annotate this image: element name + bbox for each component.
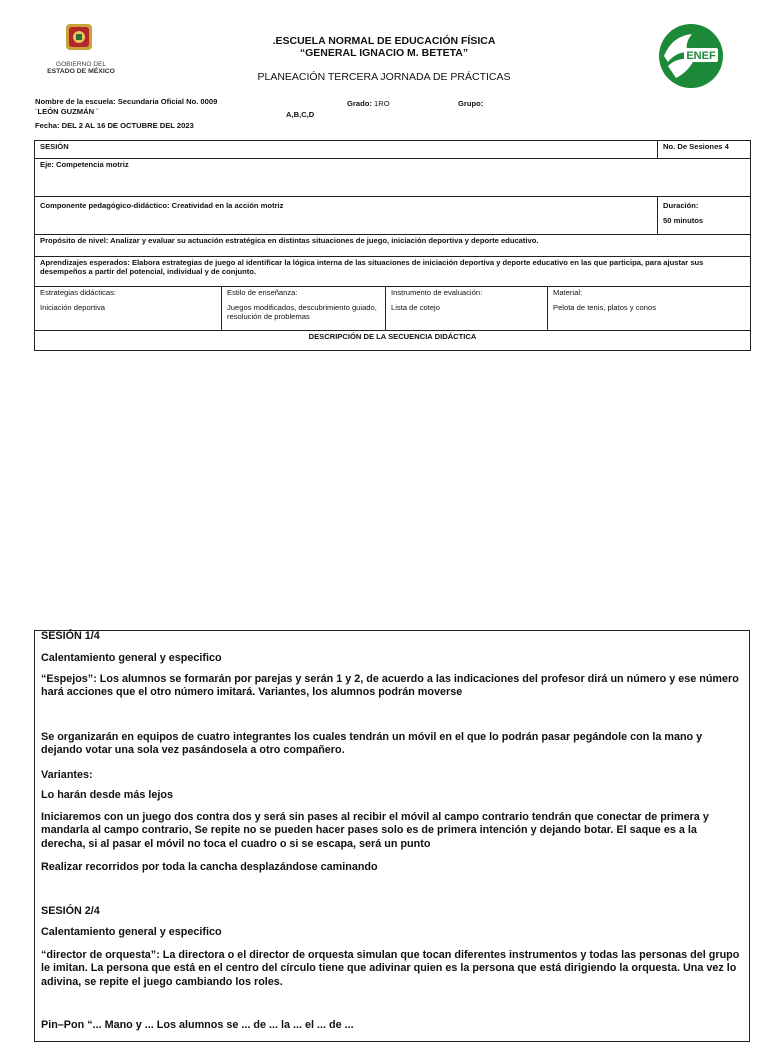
componente-cell: Componente pedagógico-didáctico: Creatividad en la acción motriz bbox=[35, 197, 658, 235]
estilo-cell bbox=[222, 287, 386, 331]
sesion-cell: SESIÓN bbox=[35, 141, 658, 159]
school-name-field: Nombre de la escuela: Secundaria Oficial No. 0009 bbox=[35, 97, 218, 106]
estrategias-header: Estrategias didácticas: bbox=[40, 288, 116, 297]
estilo-header: Estilo de enseñanza: bbox=[227, 288, 298, 297]
session2-warmup: Calentamiento general y especifico bbox=[41, 926, 222, 938]
table-row bbox=[35, 141, 751, 159]
sesiones-count: No. De Sesiones 4 bbox=[658, 141, 751, 159]
enef-logo-text: ENEF bbox=[686, 50, 716, 62]
sessions-box bbox=[34, 630, 750, 1042]
session1-recorridos: Realizar recorridos por toda la cancha desplazándose caminando bbox=[41, 861, 378, 873]
proposito-cell: Propósito de nivel: Analizar y evaluar su actuación estratégica en distintas situaciones de juego, iniciación deportiva y deporte educativo. bbox=[35, 235, 751, 257]
session2-title: SESIÓN 2/4 bbox=[41, 905, 100, 917]
session1-espejos: “Espejos”: Los alumnos se formarán por parejas y serán 1 y 2, de acuerdo a las indicaciones del profesor dirá un número y ese número hará acciones que el otro número imitará. Variantes, los alumnos podrán moverse bbox=[41, 673, 739, 699]
date-field: Fecha: DEL 2 AL 16 DE OCTUBRE DEL 2023 bbox=[35, 121, 194, 130]
school-title bbox=[0, 35, 768, 59]
session2-director: “director de orquesta”: La directora o el director de orquesta simulan que tocan diferentes instrumentos y todas las personas del grupo le imitan. La persona que está en el centro del círculo tiene que adivinar quien es la persona que está dirigiendo la orquesta. Una vez lo adivina, se repite el juego cambiando los roles. bbox=[41, 949, 740, 988]
aprendizajes-cell: Aprendizajes esperados: Elabora estrategias de juego al identificar la lógica interna de las situaciones de iniciación deportiva y deporte educativo en las que participa, para ajustar sus desempeños a partir del potencial, individual y de conjunto. bbox=[35, 257, 751, 287]
material-cell bbox=[548, 287, 751, 331]
grupo-label: Grupo: bbox=[458, 99, 484, 108]
logo-line1: GOBIERNO DEL bbox=[55, 61, 107, 68]
estrategias-value: Iniciación deportiva bbox=[40, 303, 106, 312]
school-name-line2: ¨LEÓN GUZMÁN ¨ bbox=[35, 107, 99, 116]
estrategias-cell bbox=[35, 287, 222, 331]
instrumento-cell bbox=[386, 287, 548, 331]
school-name: .ESCUELA NORMAL DE EDUCACIÓN FÍSICA bbox=[272, 35, 496, 47]
document-subtitle: PLANEACIÓN TERCERA JORNADA DE PRÁCTICAS bbox=[257, 71, 511, 83]
session1-warmup: Calentamiento general y especifico bbox=[41, 652, 222, 664]
grado-value: 1RO bbox=[374, 99, 390, 108]
table-row bbox=[35, 197, 751, 235]
estilo-value: Juegos modificados, descubrimiento guiado, resolución de problemas bbox=[227, 303, 377, 321]
instrumento-value: Lista de cotejo bbox=[391, 303, 440, 312]
instrumento-header: Instrumento de evaluación: bbox=[391, 288, 483, 297]
enef-logo bbox=[654, 22, 728, 90]
session2-partial: Pin–Pon “... Mano y ... Los alumnos se ... de ... la ... el ... de ... bbox=[41, 1019, 354, 1031]
eje-cell: Eje: Competencia motriz bbox=[35, 159, 751, 197]
descripcion-cell: DESCRIPCIÓN DE LA SECUENCIA DIDÁCTICA bbox=[35, 331, 751, 351]
table-row bbox=[35, 235, 751, 257]
table-row bbox=[35, 159, 751, 197]
session1-lejos: Lo harán desde más lejos bbox=[41, 789, 174, 801]
table-row bbox=[35, 287, 751, 331]
session1-juego: Iniciaremos con un juego dos contra dos y será sin pases al recibir el móvil al campo contrario tendrán que conectar de primera y mandarla al campo contrario, Se repite no se pueden hacer pases solo es de primera intención y dejando botar. El saque es a la derecha, si al pasar el móvil no toca el cuadro o si se escapa, será un punto bbox=[41, 811, 709, 850]
logo-line2: ESTADO DE MÉXICO bbox=[47, 68, 115, 75]
planning-table bbox=[34, 140, 751, 351]
table-row bbox=[35, 257, 751, 287]
grado-label: Grado: bbox=[347, 99, 372, 108]
table-row bbox=[35, 331, 751, 351]
duracion-label: Duración: bbox=[663, 201, 699, 210]
groups-value: A,B,C,D bbox=[286, 110, 315, 119]
session1-title: SESIÓN 1/4 bbox=[41, 630, 100, 642]
duracion-cell bbox=[658, 197, 751, 235]
session1-equipos: Se organizarán en equipos de cuatro integrantes los cuales tendrán un móvil en el que lo podrán pasar pegándole con la mano y dejando votar una sola vez pasándosela a otro compañero. bbox=[41, 731, 703, 757]
school-name-line2: “GENERAL IGNACIO M. BETETA” bbox=[299, 47, 469, 59]
material-value: Pelota de tenis, platos y conos bbox=[553, 303, 657, 312]
session1-variantes: Variantes: bbox=[41, 769, 93, 781]
duracion-value: 50 minutos bbox=[663, 216, 704, 225]
enef-lion-icon bbox=[654, 22, 728, 90]
material-header: Material: bbox=[553, 288, 583, 297]
